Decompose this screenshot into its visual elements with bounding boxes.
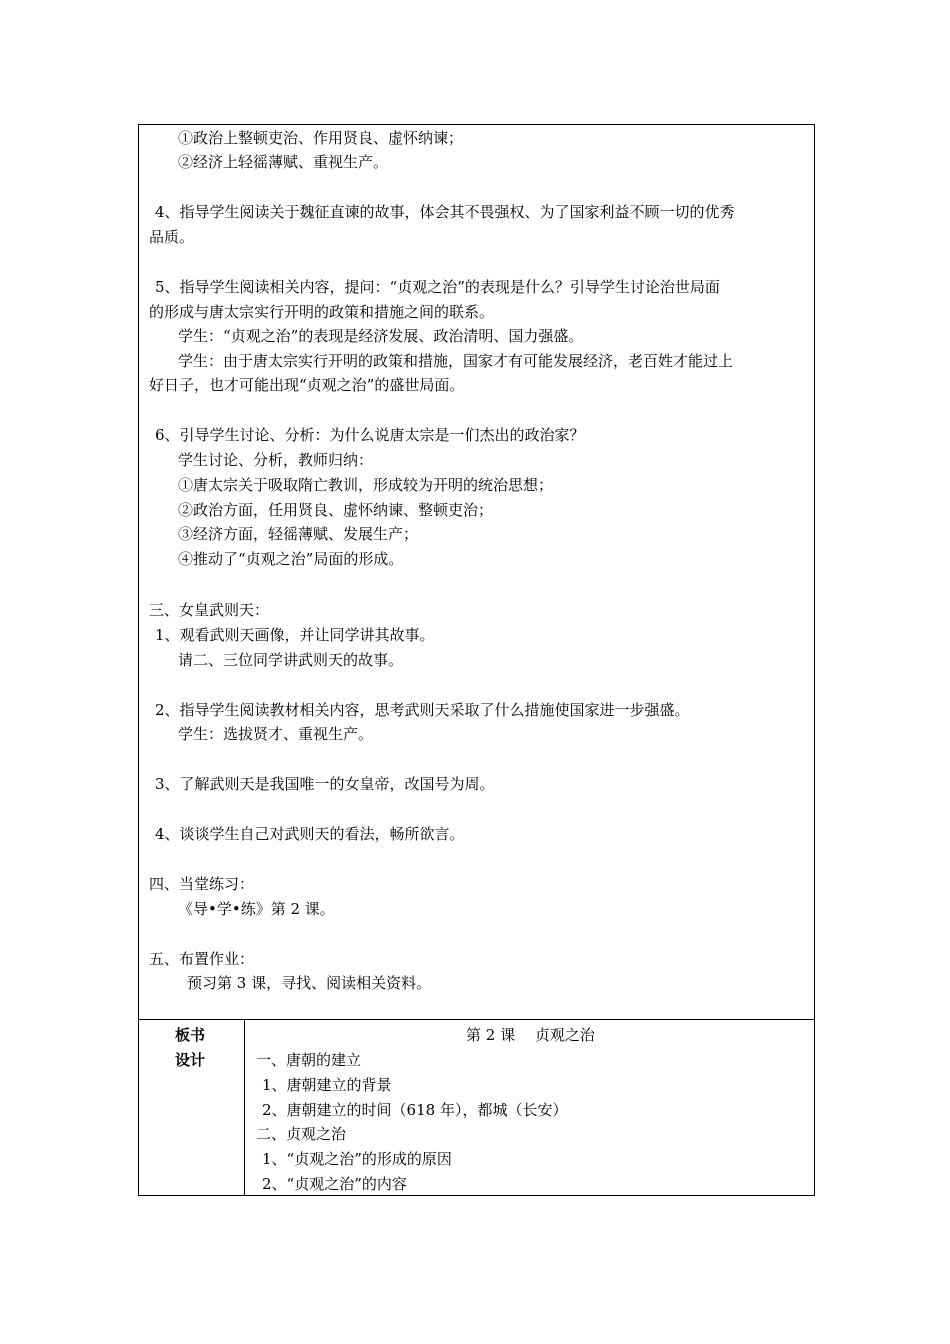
board-item: 二、贞观之治 — [256, 1125, 347, 1143]
text-line: 1、观看武则天画像，并让同学讲其故事。 — [155, 626, 435, 644]
text-line: 6、引导学生讨论、分析：为什么说唐太宗是一们杰出的政治家？ — [155, 426, 585, 444]
board-label: 设计 — [175, 1051, 206, 1069]
section-heading: 三、女皇武则天： — [149, 601, 270, 619]
text-line: 学生：选拔贤才、重视生产。 — [178, 725, 374, 743]
text-line: 学生讨论、分析，教师归纳： — [178, 451, 374, 469]
table-row-divider — [138, 1019, 815, 1020]
text-line: 的形成与唐太宗实行开明的政策和措施之间的联系。 — [149, 303, 495, 321]
board-label: 板书 — [175, 1026, 206, 1044]
text-line: ①唐太宗关于吸取隋亡教训，形成较为开明的统治思想； — [178, 476, 554, 494]
text-line: 4、指导学生阅读关于魏征直谏的故事，体会其不畏强权、为了国家利益不顾一切的优秀 — [155, 203, 735, 221]
text-line: 《导•学•练》第 2 课。 — [178, 900, 335, 918]
board-title: 第 2 课 贞观之治 — [466, 1026, 595, 1044]
board-item: 1、“贞观之治”的形成的原因 — [262, 1150, 452, 1168]
text-line: 5、指导学生阅读相关内容，提问：“贞观之治”的表现是什么？引导学生讨论治世局面 — [155, 278, 720, 296]
text-line: 好日子，也才可能出现“贞观之治”的盛世局面。 — [149, 376, 465, 394]
text-line: ②政治方面，任用贤良、虚怀纳谏、整顿吏治； — [178, 501, 494, 519]
text-line: 2、指导学生阅读教材相关内容，思考武则天采取了什么措施使国家进一步强盛。 — [155, 701, 690, 719]
text-line: 学生：由于唐太宗实行开明的政策和措施，国家才有可能发展经济，老百姓才能过上 — [178, 352, 734, 370]
text-line: 4、谈谈学生自己对武则天的看法，畅所欲言。 — [155, 825, 465, 843]
board-item: 1、唐朝建立的背景 — [262, 1076, 392, 1094]
board-item: 2、唐朝建立的时间（618 年），都城（长安） — [262, 1101, 568, 1119]
text-line: ④推动了“贞观之治”局面的形成。 — [178, 550, 404, 568]
text-line: ②经济上轻徭薄赋、重视生产。 — [178, 153, 389, 171]
text-line: 学生：“贞观之治”的表现是经济发展、政治清明、国力强盛。 — [178, 327, 584, 345]
board-item: 2、“贞观之治”的内容 — [262, 1175, 407, 1193]
section-heading: 五、布置作业： — [149, 950, 255, 968]
table-column-divider — [244, 1019, 245, 1196]
text-line: 3、了解武则天是我国唯一的女皇帝，改国号为周。 — [155, 775, 495, 793]
board-item: 一、唐朝的建立 — [256, 1051, 362, 1069]
text-line: ①政治上整顿吏治、作用贤良、虚怀纳谏； — [178, 129, 464, 147]
text-line: ③经济方面，轻徭薄赋、发展生产； — [178, 525, 419, 543]
text-line: 请二、三位同学讲武则天的故事。 — [178, 651, 404, 669]
section-heading: 四、当堂练习： — [149, 875, 255, 893]
text-line: 品质。 — [149, 228, 195, 246]
text-line: 预习第 3 课，寻找、阅读相关资料。 — [187, 974, 432, 992]
